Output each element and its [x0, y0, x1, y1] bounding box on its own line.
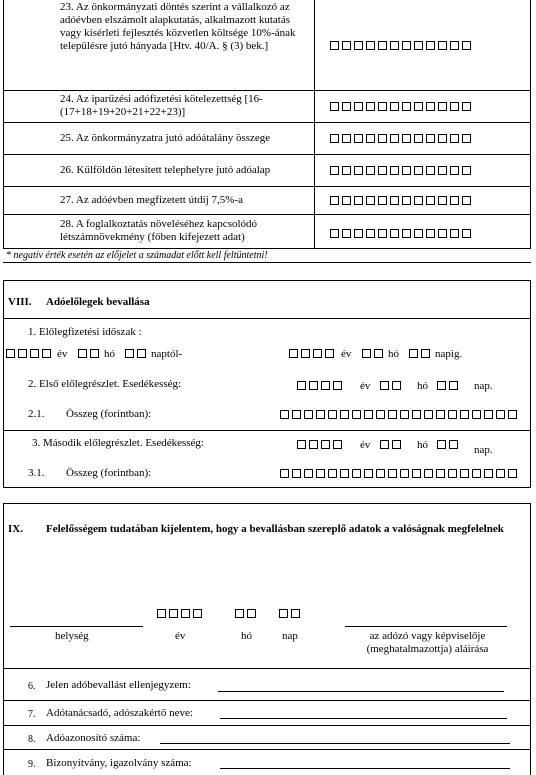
line-6-number: 6.	[28, 681, 36, 692]
first-installment-label: 2. Első előlegrészlet. Esedékesség:	[28, 378, 182, 390]
period-from-day[interactable]	[125, 349, 149, 358]
row-25-boxes[interactable]	[330, 134, 474, 143]
ev-label: év	[360, 439, 371, 451]
negative-value-footnote: * negatív érték esetén az előjelet a számadat előtt kell feltüntetni!	[6, 250, 268, 261]
line-7-label: Adótanácsadó, adószakértő neve:	[46, 707, 193, 719]
ev-label: év	[175, 630, 186, 642]
first-amount-number: 2.1.	[28, 408, 45, 420]
second-due-month[interactable]	[380, 440, 404, 449]
line-8-number: 8.	[28, 734, 36, 745]
row-23-label: 23. Az önkormányzati döntés szerint a vállalkozó az adóévben elszámolt alapkutatás, alkalmazott kutatás vagy kísérleti fejlesztés közvetlen költsége 10%-ának településre jutó hányada [Htv. 40/A. § (3) bek.]	[60, 1, 296, 52]
place-line[interactable]	[10, 626, 143, 627]
second-installment-label: 3. Második előlegrészlet. Esedékesség:	[32, 437, 204, 449]
ho-label: hó	[417, 380, 428, 392]
first-due-year[interactable]	[297, 381, 345, 390]
sign-year[interactable]	[157, 609, 205, 618]
signature-line[interactable]	[345, 626, 507, 627]
signature-label: az adózó vagy képviselője (meghatalmazottja) aláírása	[366, 630, 489, 655]
ho-label: hó	[241, 630, 252, 642]
second-amount-number: 3.1.	[28, 467, 45, 479]
helyseg-label: helység	[55, 630, 89, 642]
advisor-name-field[interactable]	[220, 718, 507, 719]
row-27-label: 27. Az adóévben megfizetett útdíj 7,5%-a	[60, 194, 243, 206]
ho-label: hó	[417, 439, 428, 451]
tax-id-field[interactable]	[160, 743, 510, 744]
period-label: 1. Előlegfizetési időszak :	[28, 326, 142, 338]
second-due-day[interactable]	[437, 440, 461, 449]
first-due-day[interactable]	[437, 381, 461, 390]
row-24-label: 24. Az iparűzési adófizetési kötelezettség [16-(17+18+19+20+21+22+23)]	[60, 93, 263, 118]
nap-label: nap.	[474, 444, 493, 456]
nap-label: nap.	[474, 380, 493, 392]
ev-label: év	[341, 348, 352, 360]
row-28-label: 28. A foglalkoztatás növeléséhez kapcsolódó létszámnövekmény (főben kifejezett adat)	[60, 218, 258, 243]
second-due-year[interactable]	[297, 440, 345, 449]
naptol-label: naptól-	[151, 348, 183, 360]
ev-label: év	[57, 348, 68, 360]
line-8-label: Adóazonosító száma:	[46, 732, 141, 744]
line-9-label: Bizonyítvány, igazolvány száma:	[46, 757, 192, 769]
period-to-day[interactable]	[409, 349, 433, 358]
row-24-boxes[interactable]	[330, 102, 474, 111]
line-7-number: 7.	[28, 709, 36, 720]
line-6-label: Jelen adóbevallást ellenjegyzem:	[46, 679, 191, 691]
section9-number: IX.	[8, 523, 23, 535]
sign-day[interactable]	[279, 609, 303, 618]
second-amount-boxes[interactable]	[280, 469, 520, 478]
row-26-label: 26. Külföldön létesített telephelyre jutó adóalap	[60, 164, 271, 176]
first-due-month[interactable]	[380, 381, 404, 390]
countersign-field[interactable]	[218, 691, 504, 692]
ho-label: hó	[104, 348, 115, 360]
period-from-month[interactable]	[78, 349, 102, 358]
row-23-boxes[interactable]	[330, 41, 474, 50]
second-amount-label: Összeg (forintban):	[66, 467, 152, 479]
nap-label: nap	[282, 630, 298, 642]
first-amount-boxes[interactable]	[280, 410, 520, 419]
line-9-number: 9.	[28, 759, 36, 770]
row-26-boxes[interactable]	[330, 166, 474, 175]
period-from-year[interactable]	[6, 349, 54, 358]
period-to-year[interactable]	[289, 349, 337, 358]
row-27-boxes[interactable]	[330, 196, 474, 205]
certificate-number-field[interactable]	[220, 768, 510, 769]
ho-label: hó	[388, 348, 399, 360]
section8-number: VIII.	[8, 296, 32, 308]
sign-month[interactable]	[235, 609, 259, 618]
section8-title: Adóelőlegek bevallása	[46, 296, 150, 308]
first-amount-label: Összeg (forintban):	[66, 408, 152, 420]
napig-label: napig.	[435, 348, 463, 360]
row-25-label: 25. Az önkormányzatra jutó adóátalány összege	[60, 132, 271, 144]
section9-title: Felelősségem tudatában kijelentem, hogy a bevallásban szereplő adatok a valóságnak megfelelnek	[46, 523, 504, 535]
ev-label: év	[360, 380, 371, 392]
row-28-boxes[interactable]	[330, 229, 474, 238]
period-to-month[interactable]	[362, 349, 386, 358]
